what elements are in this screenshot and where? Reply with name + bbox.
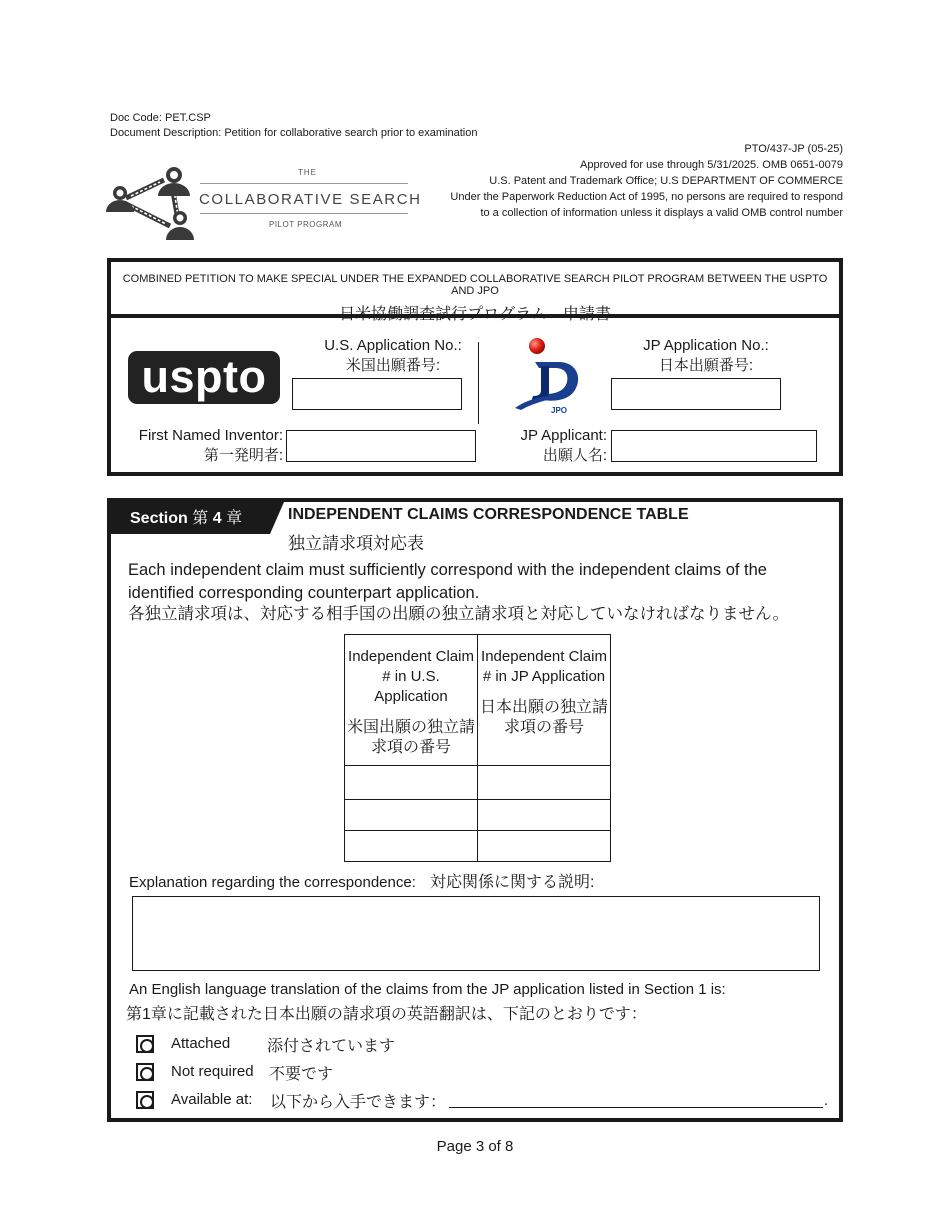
attached-label-jp: 添付されています [267,1038,396,1055]
us-app-label-en: U.S. Application No.: [324,337,462,354]
not-required-label-jp: 不要です [269,1066,334,1083]
translation-statement-en: An English language translation of the claims from the JP application listed in Section 1 is: [129,981,726,998]
section-number: 4 [212,510,222,527]
petition-header-box [107,258,843,476]
explanation-label-jp: 対応関係に関する説明: [430,874,595,891]
logo-divider [200,213,408,214]
petition-title [111,262,839,323]
table-row [345,800,611,831]
omb-notice [450,141,843,221]
applicant-label-jp: 出願人名: [542,447,607,464]
option-available-at[interactable] [136,1087,836,1111]
doc-description: Document Description: Petition for collaborative search prior to examination [110,127,478,139]
us-claim-cell[interactable] [345,800,478,831]
jp-applicant-input[interactable] [611,430,817,462]
section-4-box [107,498,843,1122]
section-label [130,505,242,528]
jpo-logo-text: JPO [551,406,568,414]
column-header-jp [478,635,611,766]
form-number: PTO/437-JP (05-25) [744,143,843,155]
jp-claim-cell[interactable] [478,766,611,800]
section-label-jp: 第 [192,510,209,527]
column-header-us-jp: 米国出願の独立請求項の番号 [346,719,475,756]
translation-statement-jp: 第1章に記載された日本出願の請求項の英語翻訳は、下記のとおりです： [126,1006,647,1023]
column-header-jp-jp: 日本出願の独立請求項の番号 [479,699,608,736]
attached-label: Attached [171,1035,231,1052]
section-label-jp-suffix: 章 [226,510,243,527]
paperwork-line-2: to a collection of information unless it displays a valid OMB control number [480,207,843,219]
approval-line: Approved for use through 5/31/2025. OMB 0651-0079 [580,159,843,171]
available-at-input[interactable] [449,1107,823,1108]
available-at-label-jp: 以下から入手できます： [270,1094,447,1111]
column-header-us [345,635,478,766]
inventor-label-jp: 第一発明者: [203,447,283,464]
jp-app-label-en: JP Application No.: [643,337,769,354]
table-row [345,766,611,800]
us-app-label [293,336,493,376]
not-required-checkbox[interactable] [136,1063,154,1081]
available-at-checkbox[interactable] [136,1091,154,1109]
instruction-en: Each independent claim must sufficiently correspond with the independent claims of the identified corresponding counterpart application. [128,561,767,602]
agency-line: U.S. Patent and Trademark Office; U.S DEPARTMENT OF COMMERCE [489,175,843,187]
document-meta [110,111,477,141]
inventor-label [116,426,283,466]
instruction-jp: 各独立請求項は、対応する相手国の出願の独立請求項と対応していなければなりません。 [128,605,789,623]
section-title: INDEPENDENT CLAIMS CORRESPONDENCE TABLE [288,506,689,523]
logo-divider [200,183,408,184]
paperwork-line-1: Under the Paperwork Reduction Act of 1995, no persons are required to respond [450,191,843,203]
page-number: Page 3 of 8 [436,1138,514,1155]
petition-title-jp: 日米協働調査試行プログラム 申請書 [339,306,611,323]
available-at-label: Available at: [171,1091,253,1108]
column-header-us-en: Independent Claim # in U.S. Application [348,648,474,705]
jp-claim-cell[interactable] [478,831,611,862]
us-application-number-input[interactable] [292,378,462,410]
column-divider [478,342,479,424]
inventor-label-en: First Named Inventor: [138,427,283,444]
explanation-label-en: Explanation regarding the correspondence: [129,874,416,891]
petition-title-en: COMBINED PETITION TO MAKE SPECIAL UNDER THE EXPANDED COLLABORATIVE SEARCH PILOT PROGRAM BETWEEN THE USPTO AND JPO [122,273,828,297]
us-claim-cell[interactable] [345,766,478,800]
claims-correspondence-table [344,634,611,862]
explanation-textarea[interactable] [132,896,820,971]
jpo-logo-icon [509,336,589,414]
attached-checkbox[interactable] [136,1035,154,1053]
jp-app-label [601,336,811,376]
applicant-label [451,426,607,466]
logo-the: THE [298,168,317,177]
end-period: . [824,1092,829,1109]
logo-title: COLLABORATIVE SEARCH [199,191,422,208]
uspto-logo: uspto [128,351,280,404]
explanation-label [129,869,595,892]
first-named-inventor-input[interactable] [286,430,476,462]
jp-claim-cell[interactable] [478,800,611,831]
us-app-label-jp: 米国出願番号: [345,357,441,374]
us-claim-cell[interactable] [345,831,478,862]
not-required-label: Not required [171,1063,254,1080]
column-header-jp-en: Independent Claim # in JP Application [481,648,607,685]
jp-application-number-input[interactable] [611,378,781,410]
doc-code: Doc Code: PET.CSP [110,112,211,124]
section-label-en: Section [130,510,188,527]
jp-app-label-jp: 日本出願番号: [658,357,754,374]
section-title-jp: 独立請求項対応表 [288,534,424,553]
applicant-label-en: JP Applicant: [520,427,607,444]
table-row [345,831,611,862]
logo-subtitle: PILOT PROGRAM [269,220,343,229]
